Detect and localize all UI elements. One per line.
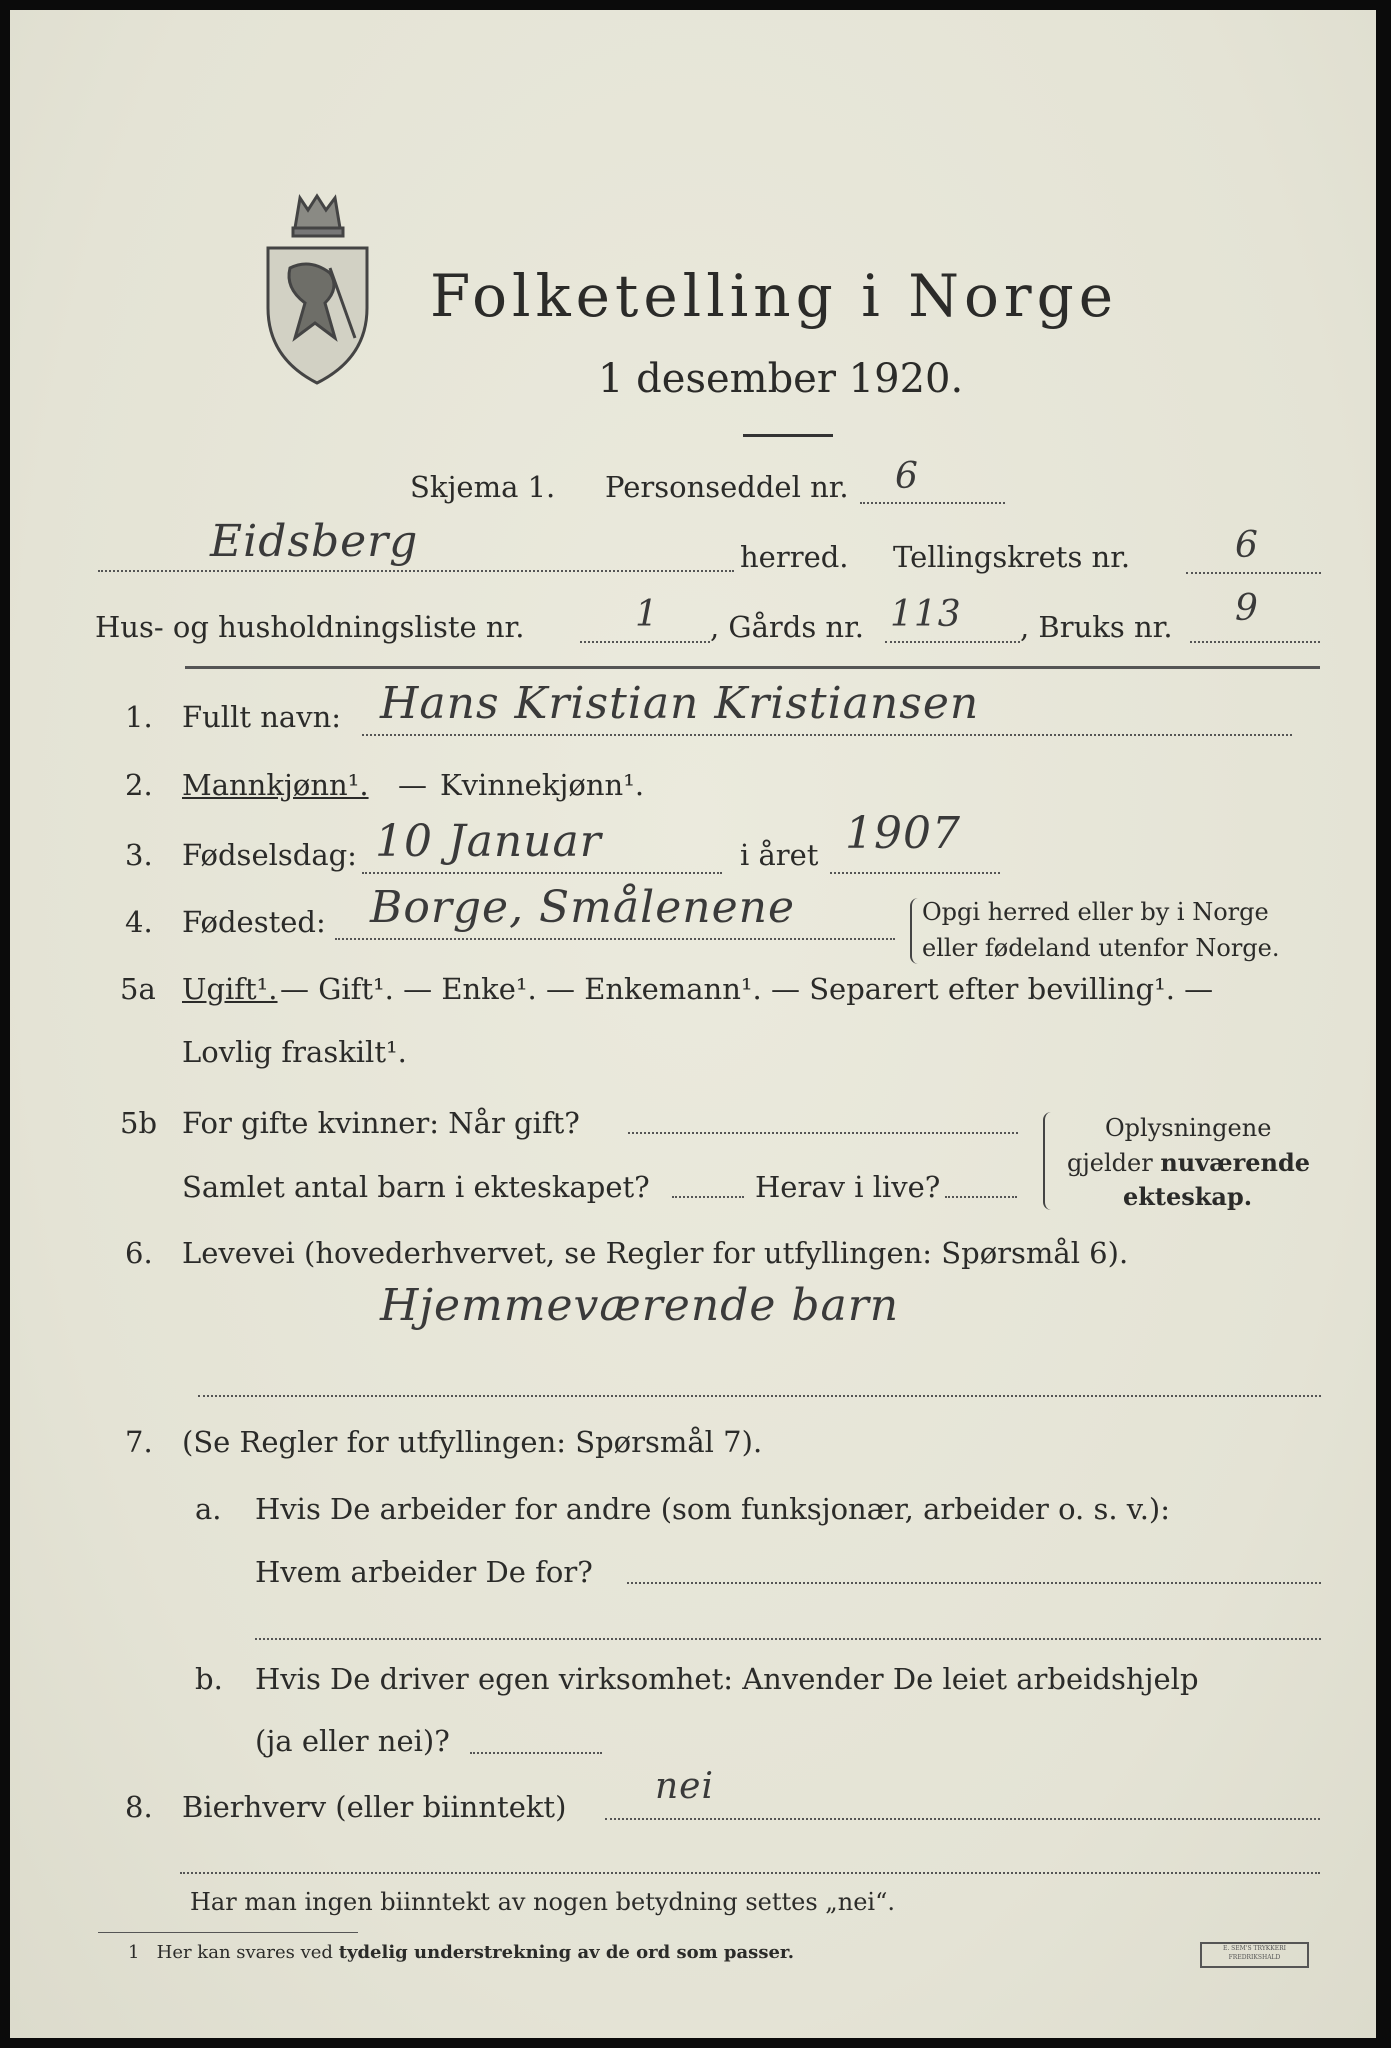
q7-number: 7. [125, 1425, 153, 1459]
footer-rule [98, 1932, 358, 1933]
stamp-line1: E. SEM'S TRYKKERI [1222, 1945, 1287, 1952]
form-title: Folketelling i Norge [430, 262, 1119, 330]
bruks-value: 9 [1235, 588, 1259, 629]
footer-note: Har man ingen biinntekt av nogen betydning settes „nei“. [190, 1888, 895, 1916]
q5b-note-line3: ekteskap. [1123, 1182, 1253, 1211]
q3-number: 3. [125, 838, 153, 872]
q2-dash: — [398, 768, 427, 802]
occupation-field-1[interactable] [198, 1395, 1321, 1397]
birthday-field[interactable] [362, 872, 722, 874]
q7b-line2: (ja eller nei)? [255, 1724, 450, 1758]
stamp-line2: FREDRIKSHALD [1228, 1954, 1281, 1961]
q5b-note-text2a: gjelder [1067, 1149, 1161, 1177]
herred-label: herred. [740, 540, 849, 574]
tellingskrets-field[interactable] [1186, 572, 1321, 574]
side-income-field-2[interactable] [180, 1872, 1320, 1874]
hired-help-field[interactable] [470, 1752, 602, 1754]
herred-value: Eidsberg [210, 516, 419, 567]
side-income-value: nei [655, 1766, 715, 1807]
header-rule [185, 666, 1320, 669]
q5b-married-when-label: For gifte kvinner: Når gift? [182, 1106, 580, 1140]
q5a-number: 5a [120, 972, 156, 1006]
q4-number: 4. [125, 905, 153, 939]
q1-number: 1. [125, 700, 153, 734]
q3-year-label: i året [740, 838, 819, 872]
employer-field-1[interactable] [627, 1582, 1321, 1584]
footnote-text-a: Her kan svares ved [156, 1942, 339, 1963]
husliste-label: Hus- og husholdningsliste nr. [95, 610, 525, 644]
census-form [10, 10, 1376, 2038]
bruks-field[interactable] [1190, 641, 1320, 643]
q2-male-option[interactable]: Mannkjønn¹. [182, 768, 369, 802]
footnote [128, 1942, 794, 1963]
q1-label: Fullt navn: [182, 700, 342, 734]
footnote-number: 1 [128, 1942, 140, 1963]
q4-label: Fødested: [182, 905, 326, 939]
q4-note-line2: eller fødeland utenfor Norge. [922, 934, 1280, 962]
coat-of-arms-icon [260, 188, 375, 388]
q5b-note-text1: Oplysningene [1105, 1114, 1272, 1142]
printer-stamp [1200, 1942, 1309, 1968]
q5b-number: 5b [120, 1106, 158, 1140]
full-name-value: Hans Kristian Kristiansen [380, 678, 980, 729]
personseddel-value: 6 [895, 456, 919, 497]
personseddel-field[interactable] [860, 502, 1005, 504]
birth-year-field[interactable] [830, 872, 1000, 874]
q5b-alive-label: Herav i live? [755, 1170, 941, 1204]
q7b-line1: Hvis De driver egen virksomhet: Anvender De leiet arbeidshjelp [255, 1662, 1199, 1696]
q7a-line1: Hvis De arbeider for andre (som funksjonær, arbeider o. s. v.): [255, 1492, 1171, 1526]
gards-value: 113 [890, 594, 962, 635]
q7a-letter: a. [195, 1492, 222, 1526]
q2-number: 2. [125, 768, 153, 802]
tellingskrets-label: Tellingskrets nr. [893, 540, 1131, 574]
birthday-value: 10 Januar [375, 816, 602, 867]
q5b-note-line1 [1105, 1114, 1271, 1142]
q2-female-option[interactable]: Kvinnekjønn¹. [440, 768, 645, 802]
q5b-note-line2 [1067, 1148, 1310, 1177]
side-income-field[interactable] [605, 1818, 1320, 1820]
q5a-other-options[interactable]: — Gift¹. — Enke¹. — Enkemann¹. — Separert efter bevilling¹. — [280, 972, 1214, 1006]
q4-note-line1: Opgi herred eller by i Norge [922, 898, 1269, 926]
children-count-field[interactable] [672, 1196, 744, 1198]
q6-label: Levevei (hovederhvervet, se Regler for utfyllingen: Spørsmål 6). [182, 1236, 1129, 1270]
q4-brace [910, 898, 920, 964]
q6-number: 6. [125, 1236, 153, 1270]
q5a-ugift-option[interactable]: Ugift¹. [182, 972, 278, 1006]
tellingskrets-value: 6 [1235, 525, 1259, 566]
birthplace-value: Borge, Smålenene [370, 882, 795, 933]
occupation-value: Hjemmeværende barn [380, 1280, 900, 1331]
footnote-text-b: tydelig understrekning av de ord som passer. [338, 1942, 794, 1963]
title-divider [743, 434, 833, 437]
full-name-field[interactable] [362, 734, 1292, 736]
herred-field[interactable] [98, 570, 734, 572]
bruks-label: , Bruks nr. [1020, 610, 1173, 644]
husliste-field[interactable] [580, 641, 710, 643]
birth-year-value: 1907 [845, 808, 961, 859]
q5b-children-label: Samlet antal barn i ekteskapet? [182, 1170, 650, 1204]
children-alive-field[interactable] [945, 1196, 1017, 1198]
q5a-fraskilt-option[interactable]: Lovlig fraskilt¹. [182, 1035, 407, 1069]
gards-label: , Gårds nr. [710, 610, 864, 644]
personseddel-label: Personseddel nr. [605, 470, 849, 504]
employer-field-2[interactable] [255, 1638, 1321, 1640]
q8-number: 8. [125, 1790, 153, 1824]
gards-field[interactable] [885, 641, 1020, 643]
q7-label: (Se Regler for utfyllingen: Spørsmål 7). [182, 1425, 763, 1459]
q5b-brace [1043, 1112, 1053, 1210]
skjema-label: Skjema 1. [410, 470, 556, 504]
married-when-field[interactable] [628, 1132, 1018, 1134]
census-date: 1 desember 1920. [598, 356, 964, 402]
q5b-note-text2b: nuværende [1160, 1148, 1311, 1177]
q3-label: Fødselsdag: [182, 838, 357, 872]
q7a-line2: Hvem arbeider De for? [255, 1555, 593, 1589]
birthplace-field[interactable] [335, 938, 895, 940]
q7b-letter: b. [195, 1662, 223, 1696]
husliste-value: 1 [635, 594, 659, 635]
q8-label: Bierhverv (eller biinntekt) [182, 1790, 567, 1824]
